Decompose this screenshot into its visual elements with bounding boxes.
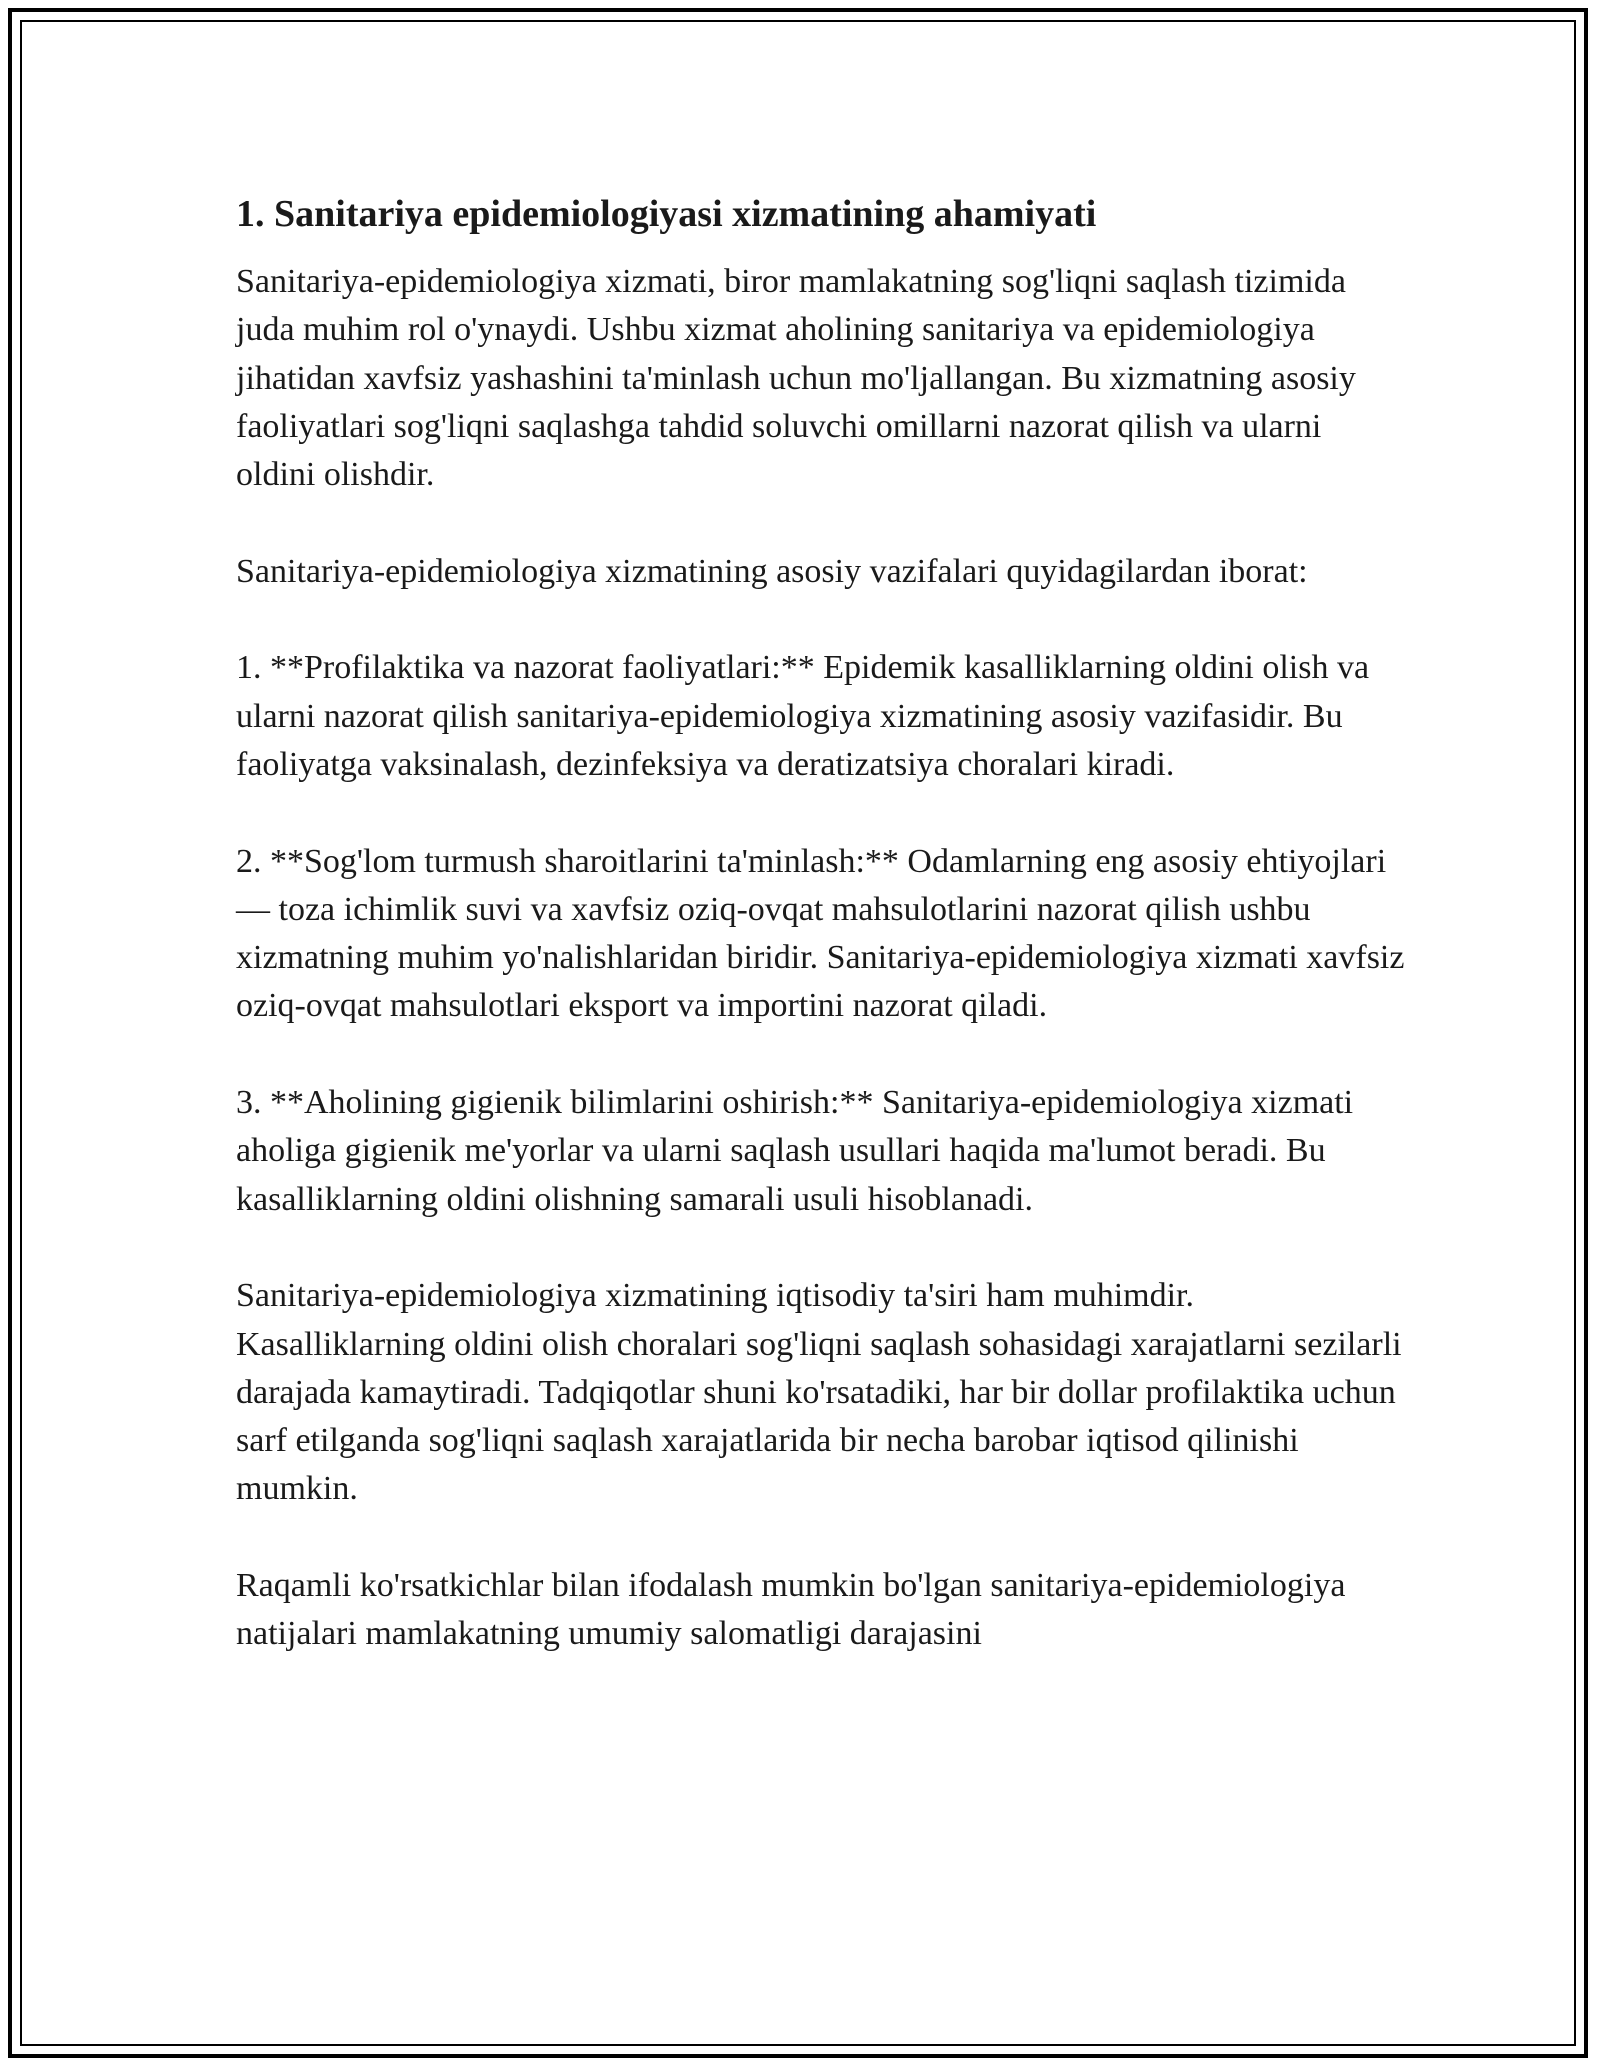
section-heading: 1. Sanitariya epidemiologiyasi xizmatining ahamiyati bbox=[236, 193, 1097, 235]
paragraph-item-1: 1. **Profilaktika va nazorat faoliyatlari:** Epidemik kasalliklarning oldini olish va ularni nazorat qilish sanitariya-epidemiologiya xizmatining asosiy vazifasidir. Bu faoliyatga vaksinalash, dezinfeksiya va deratizatsiya choralari kiradi. bbox=[236, 649, 1370, 783]
document-body bbox=[236, 190, 1406, 1707]
paragraph-item-2: 2. **Sog'lom turmush sharoitlarini ta'minlash:** Odamlarning eng asosiy ehtiyojlari — toza ichimlik suvi va xavfsiz oziq-ovqat mahsulotlarini nazorat qilish ushbu xizmatning muhim yo'nalishlaridan biridir. Sanitariya-epidemiologiya xizmati xavfsiz oziq-ovqat mahsulotlari eksport va importini nazorat qiladi. bbox=[236, 842, 1405, 1025]
paragraph-intro: Sanitariya-epidemiologiya xizmati, biror mamlakatning sog'liqni saqlash tizimida juda muhim rol o'ynaydi. Ushbu xizmat aholining sanitariya va epidemiologiya jihatidan xavfsiz yashashini ta'minlash uchun mo'ljallangan. Bu xizmatning asosiy faoliyatlari sog'liqni saqlashga tahdid soluvchi omillarni nazorat qilish va ularni oldini olishdir. bbox=[236, 263, 1356, 494]
paragraph-indicators: Raqamli ko'rsatkichlar bilan ifodalash mumkin bo'lgan sanitariya-epidemiologiya natijalari mamlakatning umumiy salomatligi darajasini bbox=[236, 1567, 1346, 1653]
paragraph-economic: Sanitariya-epidemiologiya xizmatining iqtisodiy ta'siri ham muhimdir. Kasalliklarning oldini olish choralari sog'liqni saqlash sohasidagi xarajatlarni sezilarli darajada kamaytiradi. Tadqiqotlar shuni ko'rsatadiki, har bir dollar profilaktika uchun sarf etilganda sog'liqni saqlash xarajatlarida bir necha barobar iqtisod qilinishi mumkin. bbox=[236, 1277, 1402, 1508]
paragraph-tasks-intro: Sanitariya-epidemiologiya xizmatining asosiy vazifalari quyidagilardan iborat: bbox=[236, 552, 1308, 590]
paragraph-item-3: 3. **Aholining gigienik bilimlarini oshirish:** Sanitariya-epidemiologiya xizmati aholiga gigienik me'yorlar va ularni saqlash usullari haqida ma'lumot beradi. Bu kasalliklarning oldini olishning samarali usuli hisoblanadi. bbox=[236, 1084, 1354, 1218]
